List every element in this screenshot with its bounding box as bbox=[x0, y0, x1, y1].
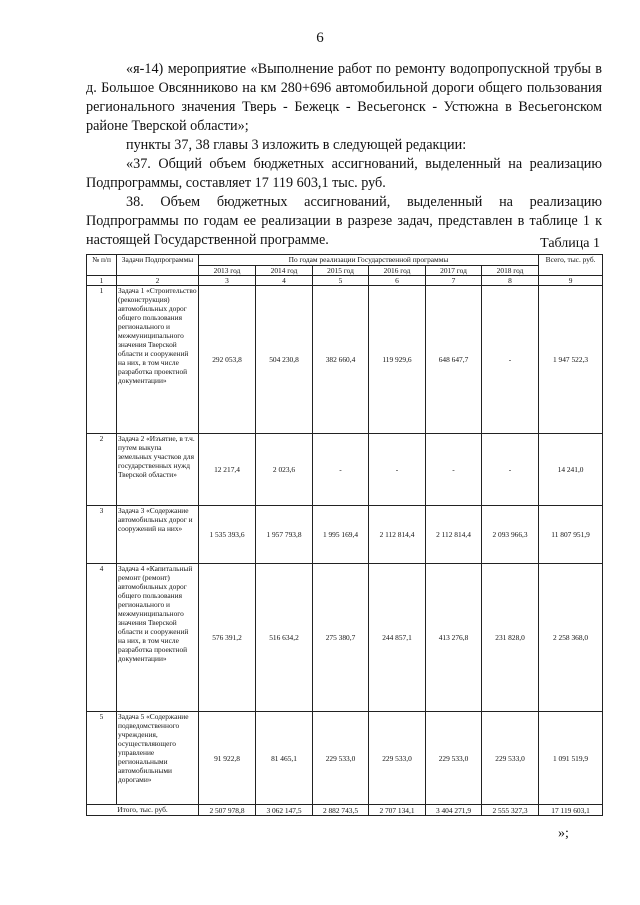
value-cell: 413 276,8 bbox=[426, 564, 482, 712]
row-number: 2 bbox=[87, 434, 117, 506]
value-cell: 1 535 393,6 bbox=[199, 506, 256, 564]
row-number: 5 bbox=[87, 712, 117, 805]
header-year: 2013 год bbox=[199, 266, 256, 276]
value-cell: 2 093 966,3 bbox=[482, 506, 539, 564]
table-caption: Таблица 1 bbox=[540, 236, 600, 251]
total-cell: 2 258 368,0 bbox=[539, 564, 603, 712]
table-row bbox=[87, 506, 603, 564]
value-cell: 91 922,8 bbox=[199, 712, 256, 805]
total-year-cell: 2 507 978,8 bbox=[199, 805, 256, 816]
task-name: Задача 4 «Капитальный ремонт (ремонт) автомобильных дорог общего пользования регионального и межмуниципального значения Тверской области и сооружений на них, в том числе разработка проектной документации» bbox=[117, 564, 199, 712]
value-cell: - bbox=[482, 286, 539, 434]
column-number: 8 bbox=[482, 276, 539, 286]
value-cell: 1 995 169,4 bbox=[313, 506, 369, 564]
table-row bbox=[87, 286, 603, 434]
total-year-cell: 3 404 271,9 bbox=[426, 805, 482, 816]
paragraph-points-37-38: пункты 37, 38 главы 3 изложить в следующей редакции: bbox=[126, 137, 467, 153]
header-year: 2016 год bbox=[369, 266, 426, 276]
closing-quote: »; bbox=[558, 826, 569, 841]
column-number: 5 bbox=[313, 276, 369, 286]
column-number: 1 bbox=[87, 276, 117, 286]
paragraph-item-ya14: «я-14) мероприятие «Выполнение работ по ремонту водопропускной трубы в д. Большое Овсянниково на км 280+696 автомобильной дороги общего пользования регионального значения Тверь - Бежецк - Весьегонск - Устюжна в Весьегонском районе Тверской области»; bbox=[86, 61, 602, 134]
header-years-group: По годам реализации Государственной программы bbox=[199, 255, 539, 266]
value-cell: 229 533,0 bbox=[313, 712, 369, 805]
value-cell: - bbox=[426, 434, 482, 506]
page-number: 6 bbox=[316, 30, 324, 46]
row-number: 4 bbox=[87, 564, 117, 712]
column-number: 3 bbox=[199, 276, 256, 286]
value-cell: 244 857,1 bbox=[369, 564, 426, 712]
value-cell: 12 217,4 bbox=[199, 434, 256, 506]
value-cell: 275 380,7 bbox=[313, 564, 369, 712]
header-year: 2018 год bbox=[482, 266, 539, 276]
header-year: 2015 год bbox=[313, 266, 369, 276]
column-number: 6 bbox=[369, 276, 426, 286]
body-text bbox=[86, 60, 602, 250]
value-cell: 2 112 814,4 bbox=[369, 506, 426, 564]
header-year: 2017 год bbox=[426, 266, 482, 276]
value-cell: 119 929,6 bbox=[369, 286, 426, 434]
task-name: Задача 5 «Содержание подведомственного учреждения, осуществляющего управление региональными автомобильными дорогами» bbox=[117, 712, 199, 805]
paragraph-point-37: «37. Общий объем бюджетных ассигнований, выделенный на реализацию Подпрограммы, составляет 17 119 603,1 тыс. руб. bbox=[86, 156, 602, 191]
table-row bbox=[87, 434, 603, 506]
value-cell: - bbox=[313, 434, 369, 506]
header-row bbox=[87, 255, 603, 266]
paragraph-point-38: 38. Объем бюджетных ассигнований, выделенный на реализацию Подпрограммы по годам ее реализации в разрезе задач, представлен в таблице 1 к настоящей Государственной программе. bbox=[86, 194, 602, 248]
total-cell: 11 807 951,9 bbox=[539, 506, 603, 564]
row-number: 3 bbox=[87, 506, 117, 564]
value-cell: 504 230,8 bbox=[256, 286, 313, 434]
total-year-cell: 2 555 327,3 bbox=[482, 805, 539, 816]
table-row bbox=[87, 564, 603, 712]
total-cell: 1 091 519,9 bbox=[539, 712, 603, 805]
column-number: 2 bbox=[117, 276, 199, 286]
total-year-cell: 3 062 147,5 bbox=[256, 805, 313, 816]
value-cell: 576 391,2 bbox=[199, 564, 256, 712]
header-year: 2014 год bbox=[256, 266, 313, 276]
header-task: Задачи Подпрограммы bbox=[117, 255, 199, 276]
header-no: № п/п bbox=[87, 255, 117, 276]
value-cell: - bbox=[482, 434, 539, 506]
total-year-cell: 2 882 743,5 bbox=[313, 805, 369, 816]
value-cell: 516 634,2 bbox=[256, 564, 313, 712]
table-row bbox=[87, 712, 603, 805]
value-cell: 382 660,4 bbox=[313, 286, 369, 434]
column-number-row bbox=[87, 276, 603, 286]
total-cell: 14 241,0 bbox=[539, 434, 603, 506]
task-name: Задача 3 «Содержание автомобильных дорог и сооружений на них» bbox=[117, 506, 199, 564]
value-cell: 648 647,7 bbox=[426, 286, 482, 434]
header-total: Всего, тыс. руб. bbox=[539, 255, 603, 276]
value-cell: 231 828,0 bbox=[482, 564, 539, 712]
task-name: Задача 1 «Строительство (реконструкция) автомобильных дорог общего пользования регионального и межмуниципального значения Тверской области и сооружений на них, в том числе разработка проектной документации» bbox=[117, 286, 199, 434]
value-cell: 1 957 793,8 bbox=[256, 506, 313, 564]
value-cell: 229 533,0 bbox=[482, 712, 539, 805]
column-number: 7 bbox=[426, 276, 482, 286]
task-name: Задача 2 «Изъятие, в т.ч. путем выкупа земельных участков для государственных нужд Тверской области» bbox=[117, 434, 199, 506]
value-cell: 292 053,8 bbox=[199, 286, 256, 434]
grand-total-cell: 17 119 603,1 bbox=[539, 805, 603, 816]
total-row bbox=[87, 805, 603, 816]
total-cell: 1 947 522,3 bbox=[539, 286, 603, 434]
value-cell: 229 533,0 bbox=[426, 712, 482, 805]
budget-table bbox=[86, 254, 603, 816]
value-cell: 81 465,1 bbox=[256, 712, 313, 805]
row-number: 1 bbox=[87, 286, 117, 434]
value-cell: 229 533,0 bbox=[369, 712, 426, 805]
total-year-cell: 2 707 134,1 bbox=[369, 805, 426, 816]
column-number: 4 bbox=[256, 276, 313, 286]
total-label: Итого, тыс. руб. bbox=[87, 805, 199, 816]
value-cell: 2 112 814,4 bbox=[426, 506, 482, 564]
value-cell: - bbox=[369, 434, 426, 506]
value-cell: 2 023,6 bbox=[256, 434, 313, 506]
column-number: 9 bbox=[539, 276, 603, 286]
